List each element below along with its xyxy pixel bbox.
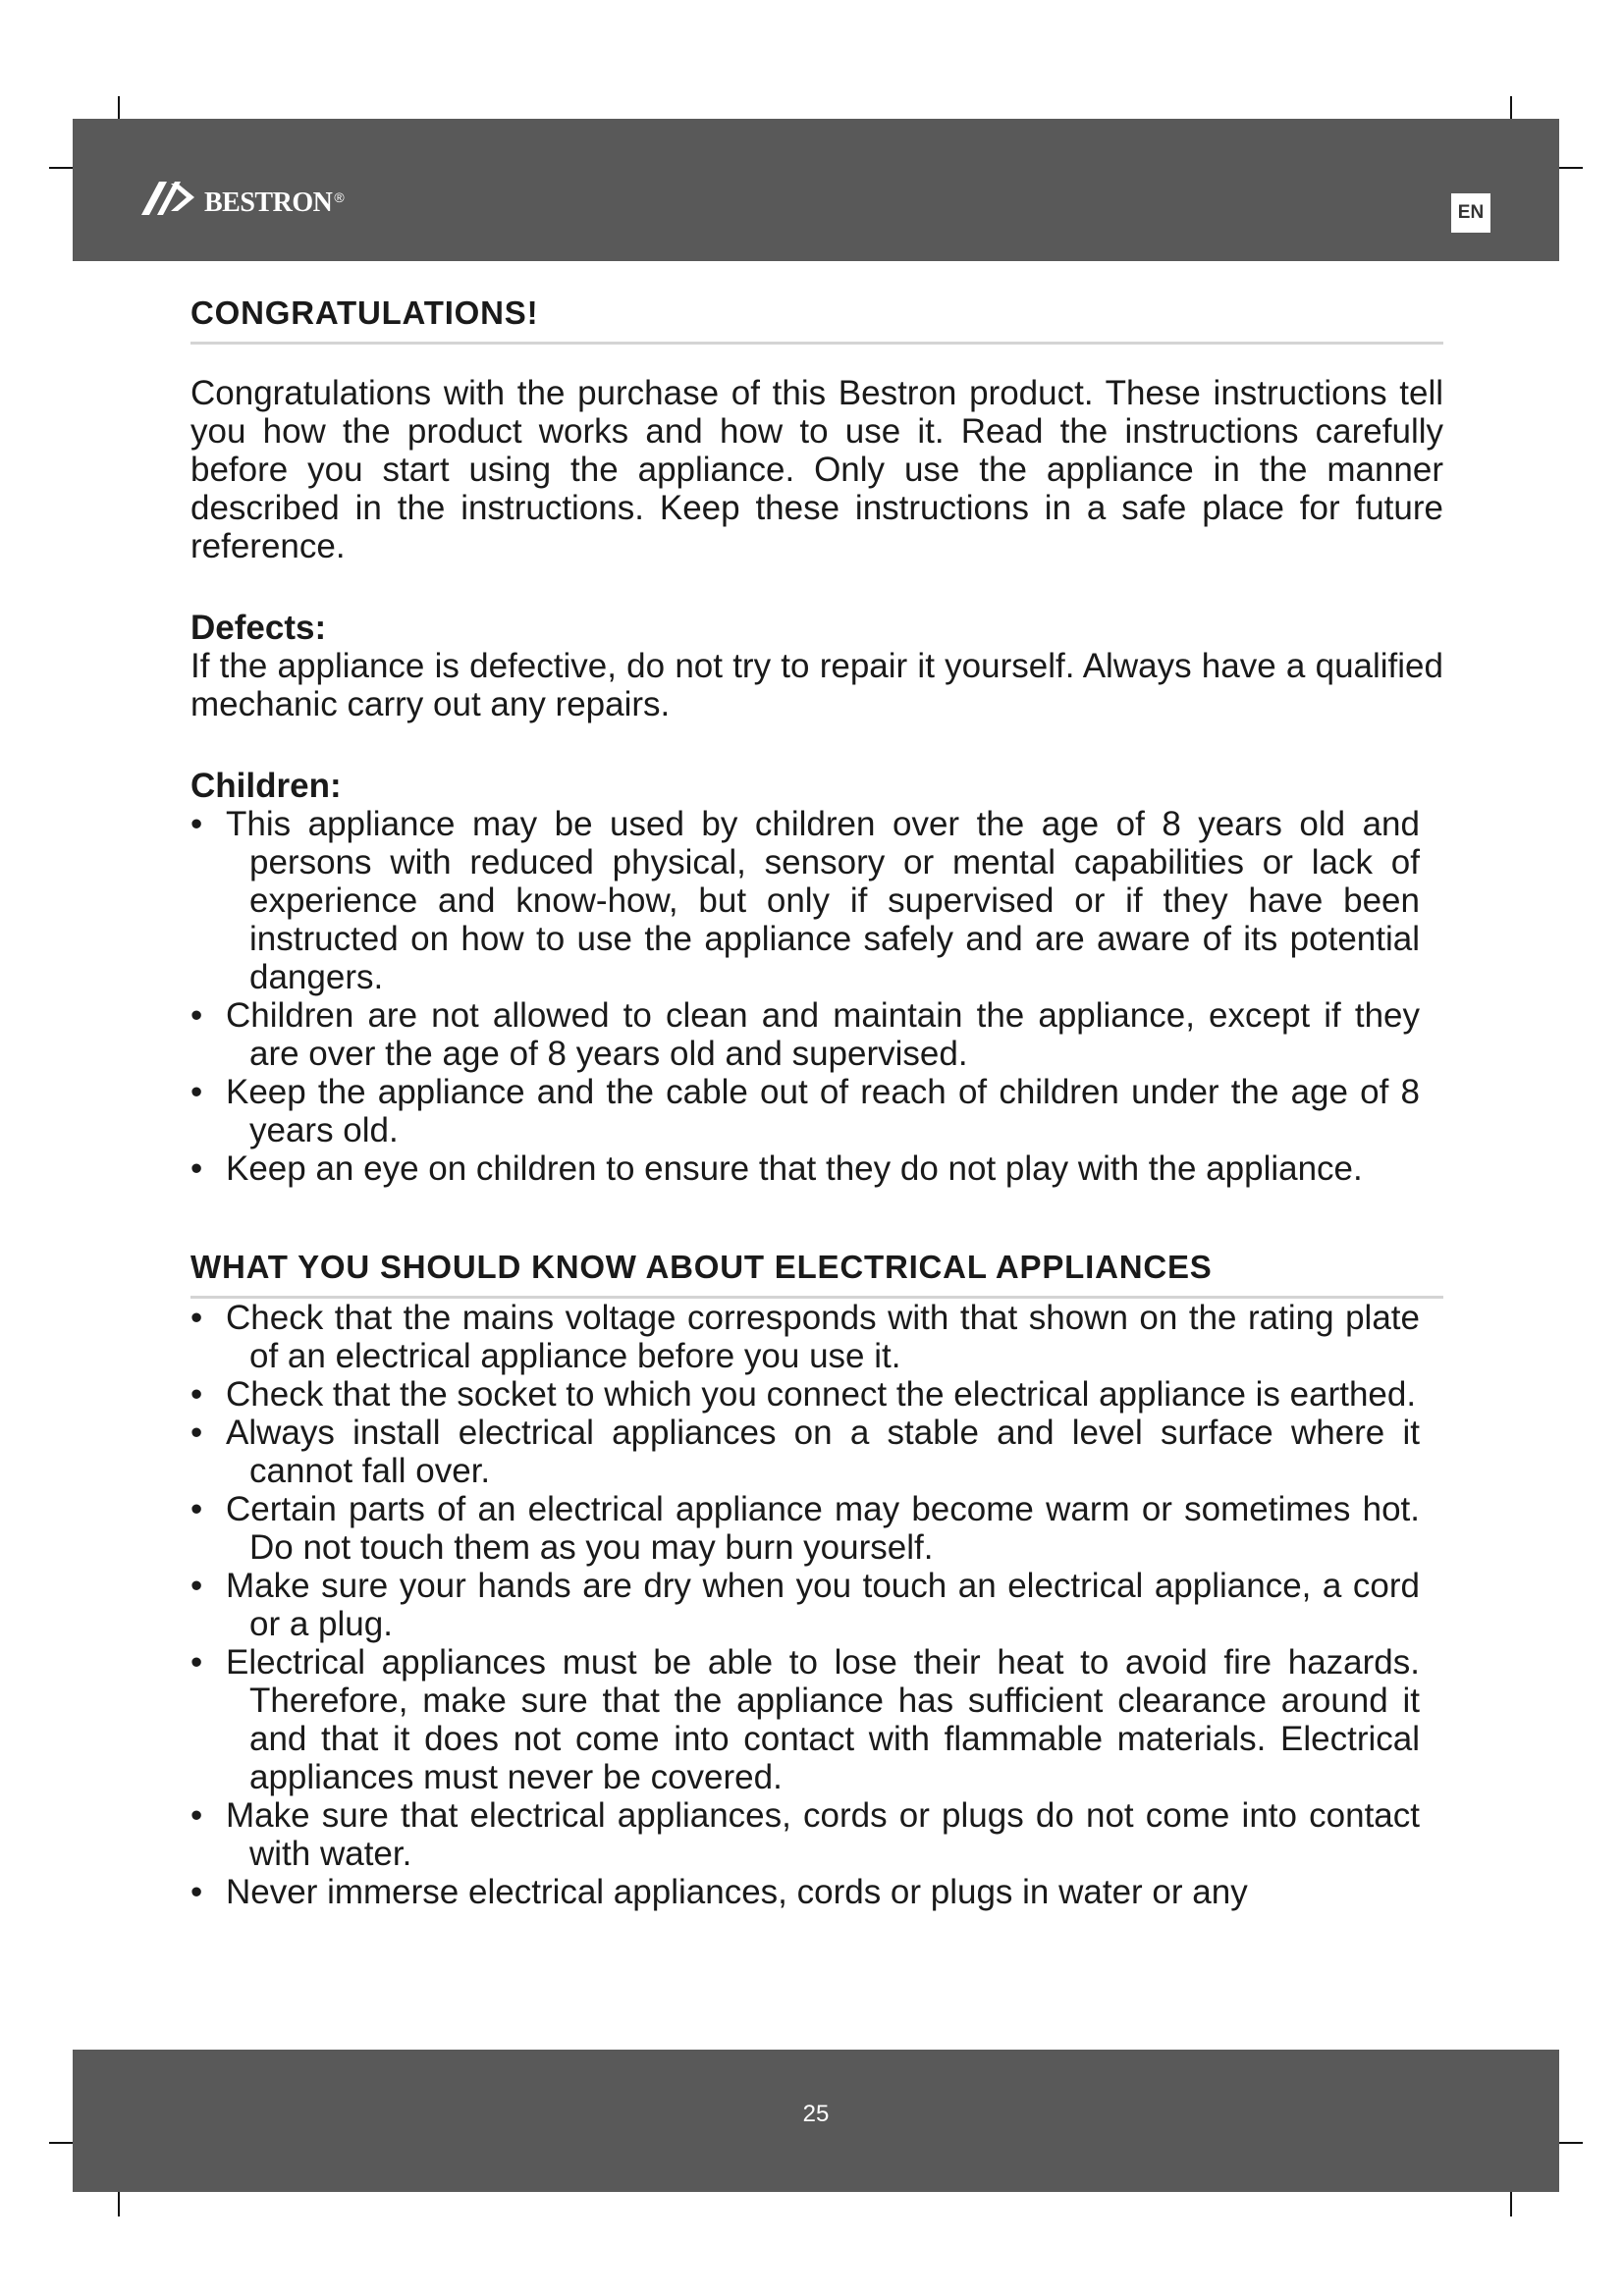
list-item bbox=[190, 1567, 1420, 1643]
brand-name: bestron bbox=[204, 175, 333, 220]
list-item bbox=[190, 996, 1420, 1073]
page-content bbox=[190, 294, 1443, 1911]
list-item bbox=[190, 1796, 1420, 1873]
list-item bbox=[190, 1149, 1420, 1188]
list-item-text: Keep the appliance and the cable out of reach of children under the age of 8 years old. bbox=[226, 1073, 1420, 1149]
bullet-icon: • bbox=[190, 1873, 203, 1911]
header-band bbox=[73, 119, 1559, 261]
bullet-icon: • bbox=[190, 1796, 203, 1835]
brand-chevron-icon bbox=[137, 176, 202, 219]
electrical-list bbox=[190, 1299, 1443, 1911]
defects-paragraph: If the appliance is defective, do not try to repair it yourself. Always have a qualified mechanic carry out any repairs. bbox=[190, 647, 1443, 723]
bullet-icon: • bbox=[190, 996, 203, 1035]
page-number: 25 bbox=[802, 2101, 830, 2127]
list-item-text: Make sure that electrical appliances, cords or plugs do not come into contact with water. bbox=[226, 1796, 1420, 1873]
section-heading-congratulations: CONGRATULATIONS! bbox=[190, 294, 1443, 345]
list-item-text: Electrical appliances must be able to lose their heat to avoid fire hazards. Therefore, make sure that the appliance has sufficient clearance around it and that it does not come into contact with flammable materials. Electrical appliances must never be covered. bbox=[226, 1643, 1420, 1796]
list-item bbox=[190, 1073, 1420, 1149]
list-item-text: Never immerse electrical appliances, cords or plugs in water or any bbox=[226, 1873, 1248, 1911]
bullet-icon: • bbox=[190, 1375, 203, 1414]
bullet-icon: • bbox=[190, 1073, 203, 1111]
bullet-icon: • bbox=[190, 1490, 203, 1528]
defects-heading: Defects: bbox=[190, 609, 327, 647]
children-list bbox=[190, 805, 1443, 1188]
footer-band bbox=[73, 2050, 1559, 2192]
list-item-text: Check that the mains voltage corresponds with that shown on the rating plate of an electrical appliance before you use it. bbox=[226, 1299, 1420, 1375]
list-item-text: Certain parts of an electrical appliance may become warm or sometimes hot. Do not touch them as you may burn yourself. bbox=[226, 1490, 1420, 1567]
bullet-icon: • bbox=[190, 1567, 203, 1605]
list-item bbox=[190, 1873, 1420, 1911]
list-item bbox=[190, 1299, 1420, 1375]
intro-paragraph: Congratulations with the purchase of this Bestron product. These instructions tell you how the product works and how to use it. Read the instructions carefully before you start using the appliance. Only use the appliance in the manner described in the instructions. Keep these instructions in a safe place for future reference. bbox=[190, 374, 1443, 565]
list-item bbox=[190, 805, 1420, 996]
list-item-text: Check that the socket to which you connect the electrical appliance is earthed. bbox=[226, 1375, 1417, 1414]
bullet-icon: • bbox=[190, 1643, 203, 1682]
language-badge: EN bbox=[1451, 193, 1490, 233]
list-item-text: Make sure your hands are dry when you touch an electrical appliance, a cord or a plug. bbox=[226, 1567, 1420, 1643]
bullet-icon: • bbox=[190, 805, 203, 843]
brand-logo bbox=[137, 176, 345, 219]
registered-mark: ® bbox=[334, 189, 345, 205]
list-item bbox=[190, 1490, 1420, 1567]
bullet-icon: • bbox=[190, 1149, 203, 1188]
list-item-text: Always install electrical appliances on a stable and level surface where it cannot fall over. bbox=[226, 1414, 1420, 1490]
list-item-text: Keep an eye on children to ensure that they do not play with the appliance. bbox=[226, 1149, 1363, 1188]
section-heading-electrical: WHAT YOU SHOULD KNOW ABOUT ELECTRICAL APPLIANCES bbox=[190, 1249, 1443, 1299]
list-item-text: Children are not allowed to clean and maintain the appliance, except if they are over the age of 8 years old and supervised. bbox=[226, 996, 1420, 1073]
children-heading: Children: bbox=[190, 767, 342, 805]
list-item-text: This appliance may be used by children over the age of 8 years old and persons with reduced physical, sensory or mental capabilities or lack of experience and know-how, but only if supervised or if they have been instructed on how to use the appliance safely and are aware of its potential dangers. bbox=[226, 805, 1420, 996]
list-item bbox=[190, 1375, 1420, 1414]
bullet-icon: • bbox=[190, 1414, 203, 1452]
bullet-icon: • bbox=[190, 1299, 203, 1337]
list-item bbox=[190, 1414, 1420, 1490]
list-item bbox=[190, 1643, 1420, 1796]
